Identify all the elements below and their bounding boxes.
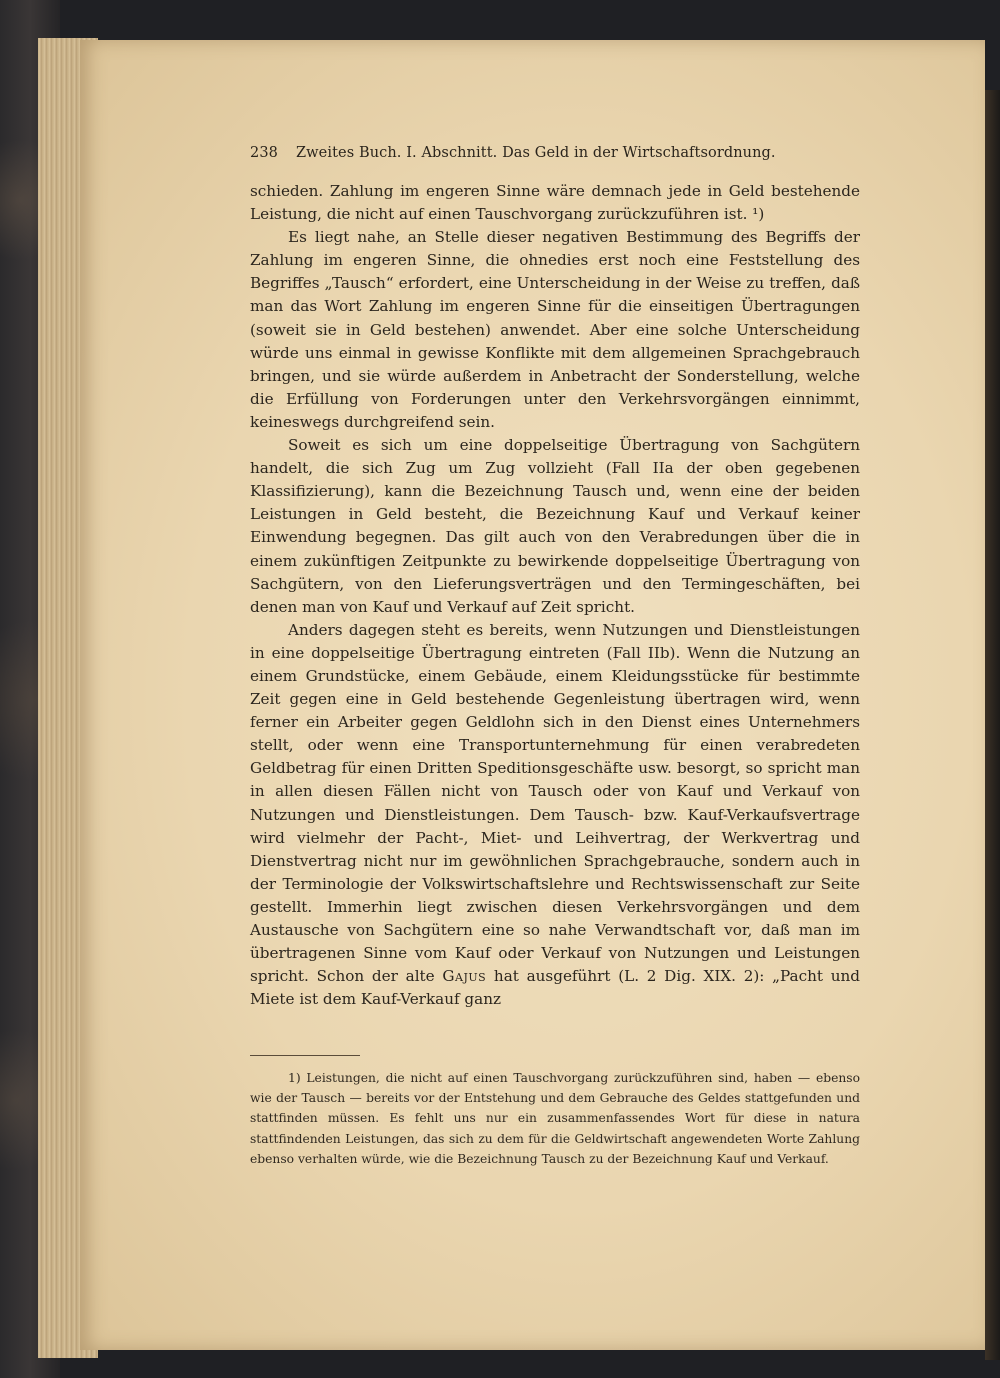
footnote (250, 1068, 860, 1169)
paragraph-3: Soweit es sich um eine doppelseitige Übertragung von Sachgütern handelt, die sich Zug um Zug vollzieht (Fall IIa der oben gegebenen Klassifizierung), kann die Bezeichnung Tausch und, wenn eine der beiden Leistungen in Geld besteht, die Bezeichnung Kauf und Verkauf keiner Einwendung begegnen. Das gilt auch von den Verabredungen über die in einem zukünftigen Zeitpunkte zu bewirkende doppelseitige Übertragung von Sachgütern, von den Lieferungsverträgen und den Termingeschäften, bei denen man von Kauf und Verkauf auf Zeit spricht. (250, 436, 860, 616)
paragraph-4 (250, 619, 860, 1012)
author-name-gajus: Gajus (442, 967, 487, 986)
footnote-rule (250, 1055, 360, 1056)
page-number: 238 (250, 145, 278, 161)
main-text (250, 180, 860, 1011)
footnote-text: 1) Leistungen, die nicht auf einen Tauschvorgang zurückzuführen sind, haben — ebenso wie der Tausch — bereits vor der Entstehung und dem Gebrauche des Geldes stattgefunden und stattfinden müssen. Es fehlt uns nur ein zusammenfassendes Wort für diese in natura stattfindenden Leistungen, das sich zu dem für die Geldwirtschaft angewendeten Worte Zahlung ebenso verhalten würde, wie die Bezeichnung Tausch zu der Bezeichnung Kauf und Verkauf. (250, 1071, 860, 1166)
paragraph-4-tail: hat ausgeführt (L. 2 Dig. XIX. 2): „Pacht und Miete ist dem Kauf-Verkauf ganz (250, 967, 860, 1009)
running-title: Zweites Buch. I. Abschnitt. Das Geld in der Wirtschaftsordnung. (295, 145, 776, 161)
paragraph-2: Es liegt nahe, an Stelle dieser negativen Bestimmung des Begriffs der Zahlung im engeren Sinne, die ohnedies erst noch eine Feststellung des Begriffes „Tausch“ erfordert, eine Unterscheidung in der Weise zu treffen, daß man das Wort Zahlung im engeren Sinne für die einseitigen Übertragungen (soweit sie in Geld bestehen) anwendet. Aber eine solche Unterscheidung würde uns einmal in gewisse Konflikte mit dem allgemeinen Sprachgebrauch bringen, und sie würde außerdem in Anbetracht der Sonderstellung, welche die Erfüllung von Forderungen unter den Verkehrsvorgängen einnimmt, keineswegs durchgreifend sein. (250, 228, 860, 431)
paragraph-4-text: Anders dagegen steht es bereits, wenn Nutzungen und Dienstleistungen in eine doppelseitige Übertragung eintreten (Fall IIb). Wenn die Nutzung an einem Grundstücke, einem Gebäude, einem Kleidungsstücke für bestimmte Zeit gegen eine in Geld bestehende Gegenleistung übertragen wird, wenn ferner ein Arbeiter gegen Geldlohn sich in den Dienst eines Unternehmers stellt, oder wenn eine Transportunternehmung für einen verabredeten Geldbetrag für einen Dritten Speditionsgeschäfte usw. besorgt, so spricht man in allen diesen Fällen nicht von Tausch oder von Kauf und Verkauf von Nutzungen und Dienstleistungen. Dem Tausch- bzw. Kauf-Verkaufsvertrage wird vielmehr der Pacht-, Miet- und Leihvertrag, der Werkvertrag und Dienstvertrag nicht nur im gewöhnlichen Sprachgebrauche, sondern auch in der Terminologie der Volkswirtschaftslehre und Rechtswissenschaft zur Seite gestellt. Immerhin liegt zwischen diesen Verkehrsvorgängen und dem Austausche von Sachgütern eine so nahe Verwandtschaft vor, daß man im übertragenen Sinne vom Kauf oder Verkauf von Nutzungen und Leistungen spricht. Schon der alte (250, 620, 860, 986)
running-header (250, 145, 810, 161)
book-binding (985, 90, 1000, 1360)
paragraph-1: schieden. Zahlung im engeren Sinne wäre demnach jede in Geld bestehende Leistung, die nicht auf einen Tauschvorgang zurückzuführen ist. ¹) (250, 182, 860, 224)
